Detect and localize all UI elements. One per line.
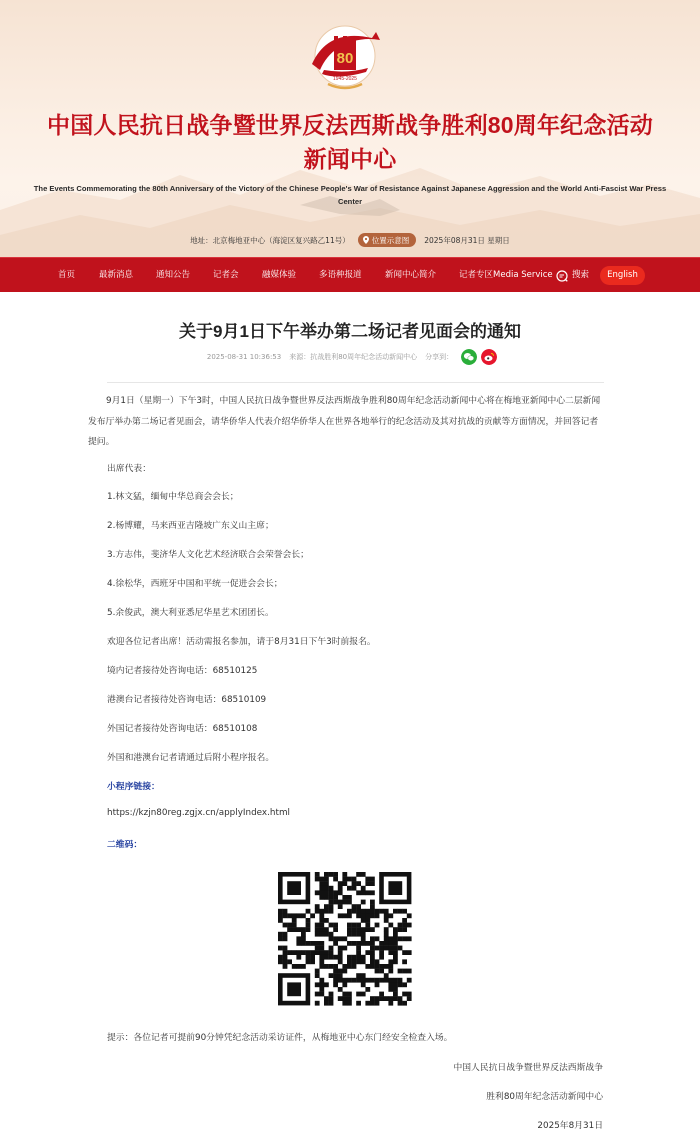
nav-press-conference[interactable]: 记者会 xyxy=(213,270,239,280)
attendee-item: 3.方志伟，斐济华人文化艺术经济联合会荣誉会长； xyxy=(107,550,309,560)
signup-note: 外国和港澳台记者请通过后附小程序报名。 xyxy=(107,753,275,763)
wechat-icon[interactable] xyxy=(461,349,477,365)
english-button[interactable]: English xyxy=(600,266,645,285)
header-date: 2025年08月31日 星期日 xyxy=(424,235,510,245)
attendees-heading: 出席代表： xyxy=(107,464,151,474)
site-subtitle-en: The Events Commemorating the 80th Anniversary of the Victory of the Chinese People's War of Resistance Against Japanese Aggression and the World Anti-Fascist War Press Center xyxy=(33,184,667,206)
signature-line1: 中国人民抗日战争暨世界反法西斯战争 xyxy=(453,1063,603,1073)
miniprogram-link[interactable]: https://kzjn80reg.zgjx.cn/applyIndex.html xyxy=(107,808,290,818)
attendee-item: 1.林文猛，缅甸中华总商会会长； xyxy=(107,492,239,502)
article-meta xyxy=(0,349,700,365)
nav-latest-news[interactable]: 最新消息 xyxy=(99,270,134,280)
nav-about[interactable]: 新闻中心简介 xyxy=(385,270,437,280)
article-datetime: 2025-08-31 10:36:53 xyxy=(206,353,282,361)
article-source: 来源：抗战胜利80周年纪念活动新闻中心 xyxy=(289,353,418,361)
main-nav xyxy=(0,257,700,292)
nav-media-service[interactable]: 记者专区Media Service xyxy=(459,270,553,280)
nav-announcements[interactable]: 通知公告 xyxy=(156,270,191,280)
logo-number: 80 xyxy=(336,50,354,67)
article-intro: 9月1日（星期一）下午3时，中国人民抗日战争暨世界反法西斯战争胜利80周年纪念活动新闻中心将在梅地亚新闻中心二层新闻发布厅举办第二场记者见面会，请华侨华人代表介绍华侨华人在世界各地举行的纪念活动及其对抗战的贡献等方面情况，并回答记者提问。 xyxy=(88,396,601,447)
divider xyxy=(107,382,604,383)
site-title xyxy=(0,108,700,176)
address-text: 地址：北京梅地亚中心（海淀区复兴路乙11号） xyxy=(190,235,350,245)
site-title-line1: 中国人民抗日战争暨世界反法西斯战争胜利80周年纪念活动 xyxy=(47,112,653,138)
nav-home[interactable]: 首页 xyxy=(58,270,76,280)
phone-foreign: 外国记者接待处咨询电话：68510108 xyxy=(107,724,258,734)
header-banner xyxy=(0,0,700,257)
nav-multilingual[interactable]: 多语种报道 xyxy=(319,270,362,280)
qr-code xyxy=(268,862,424,1017)
attendee-item: 4.徐松华，西班牙中国和平统一促进会会长； xyxy=(107,579,283,589)
search-icon xyxy=(556,270,568,282)
phone-domestic: 境内记者接待处咨询电话：68510125 xyxy=(107,666,258,676)
tip-text: 提示：各位记者可提前90分钟凭纪念活动采访证件，从梅地亚中心东门经安全检查入场。 xyxy=(107,1033,453,1043)
site-title-line2: 新闻中心 xyxy=(303,146,397,172)
signature-date: 2025年8月31日 xyxy=(537,1121,603,1131)
qrcode-label: 二维码： xyxy=(107,840,143,850)
logo-years: 1945-2025 xyxy=(333,76,357,82)
welcome-text: 欢迎各位记者出席！活动需报名参加，请于8月31日下午3时前报名。 xyxy=(107,637,376,647)
weibo-icon[interactable] xyxy=(481,349,497,365)
attendee-item: 5.余俊武，澳大利亚悉尼华星艺术团团长。 xyxy=(107,608,274,618)
logo-emblem xyxy=(298,18,394,98)
attendee-item: 2.杨博耀，马来西亚吉隆坡广东义山主席； xyxy=(107,521,274,531)
article-title: 关于9月1日下午举办第二场记者见面会的通知 xyxy=(179,322,521,341)
miniprogram-label: 小程序链接： xyxy=(107,782,160,792)
signature-line2: 胜利80周年纪念活动新闻中心 xyxy=(486,1092,603,1102)
nav-media-experience[interactable]: 融媒体验 xyxy=(262,270,297,280)
phone-hkmt: 港澳台记者接待处咨询电话：68510109 xyxy=(107,695,267,705)
search-label: 搜索 xyxy=(572,270,590,280)
nav-search[interactable] xyxy=(556,258,589,293)
pin-icon xyxy=(363,236,369,244)
share-label: 分享到： xyxy=(425,353,454,361)
location-map-label: 位置示意图 xyxy=(371,235,410,245)
location-map-button[interactable] xyxy=(358,233,417,247)
address-bar xyxy=(0,232,700,248)
